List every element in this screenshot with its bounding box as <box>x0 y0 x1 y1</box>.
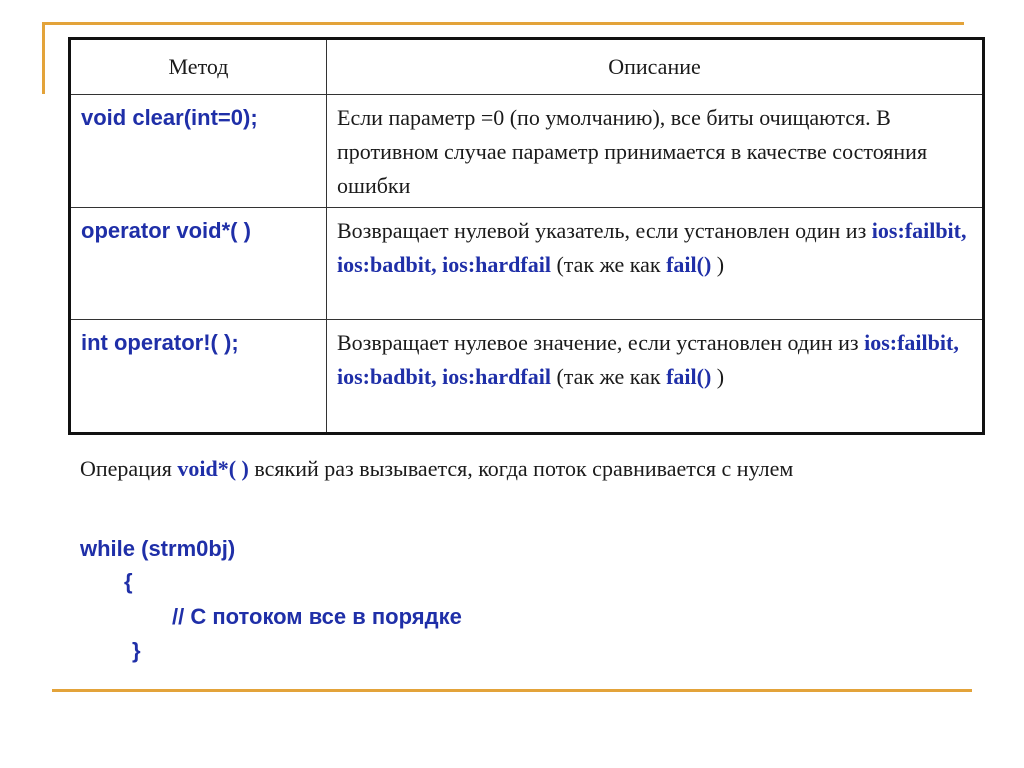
header-description: Описание <box>327 39 984 95</box>
description-text: Возвращает нулевое значение, если установлен один из <box>337 330 865 355</box>
left-decorative-line <box>42 22 45 94</box>
error-flags: ios:failbit, ios:badbit, ios:hardfail <box>337 218 967 277</box>
method-cell: int operator!( ); <box>70 320 327 434</box>
table-row <box>70 320 984 434</box>
description-text: (так же как <box>550 252 667 277</box>
note-text: всякий раз вызывается, когда поток сравнивается с нулем <box>248 456 794 481</box>
method-cell: operator void*( ) <box>70 208 327 320</box>
description-text: ) <box>711 252 725 277</box>
note-keyword: void*( ) <box>177 456 249 481</box>
table-row <box>70 208 984 320</box>
top-decorative-line <box>44 22 964 25</box>
code-line-while: while (strm0bj) <box>80 536 236 561</box>
description-text: Если параметр =0 (по умолчанию), все биты очищаются. В противном случае параметр принимается в качестве состояния ошибки <box>337 105 928 198</box>
function-name: fail() <box>666 364 712 389</box>
code-line-close-brace: } <box>132 638 141 663</box>
method-cell: void clear(int=0); <box>70 95 327 208</box>
header-method: Метод <box>70 39 327 95</box>
bottom-decorative-line <box>52 689 972 692</box>
description-text: (так же как <box>550 364 667 389</box>
table-row <box>70 95 984 208</box>
description-cell <box>327 95 984 208</box>
note-text: Операция <box>80 456 178 481</box>
code-line-comment: // С потоком все в порядке <box>172 604 462 629</box>
description-cell <box>327 208 984 320</box>
error-flags: ios:failbit, ios:badbit, ios:hardfail <box>337 330 959 389</box>
table-header-row <box>70 39 984 95</box>
methods-table <box>68 37 985 435</box>
description-cell <box>327 320 984 434</box>
function-name: fail() <box>666 252 712 277</box>
code-line-open-brace: { <box>124 569 133 594</box>
description-text: Возвращает нулевой указатель, если установлен один из <box>337 218 872 243</box>
description-text: ) <box>711 364 725 389</box>
note-paragraph <box>80 452 960 486</box>
